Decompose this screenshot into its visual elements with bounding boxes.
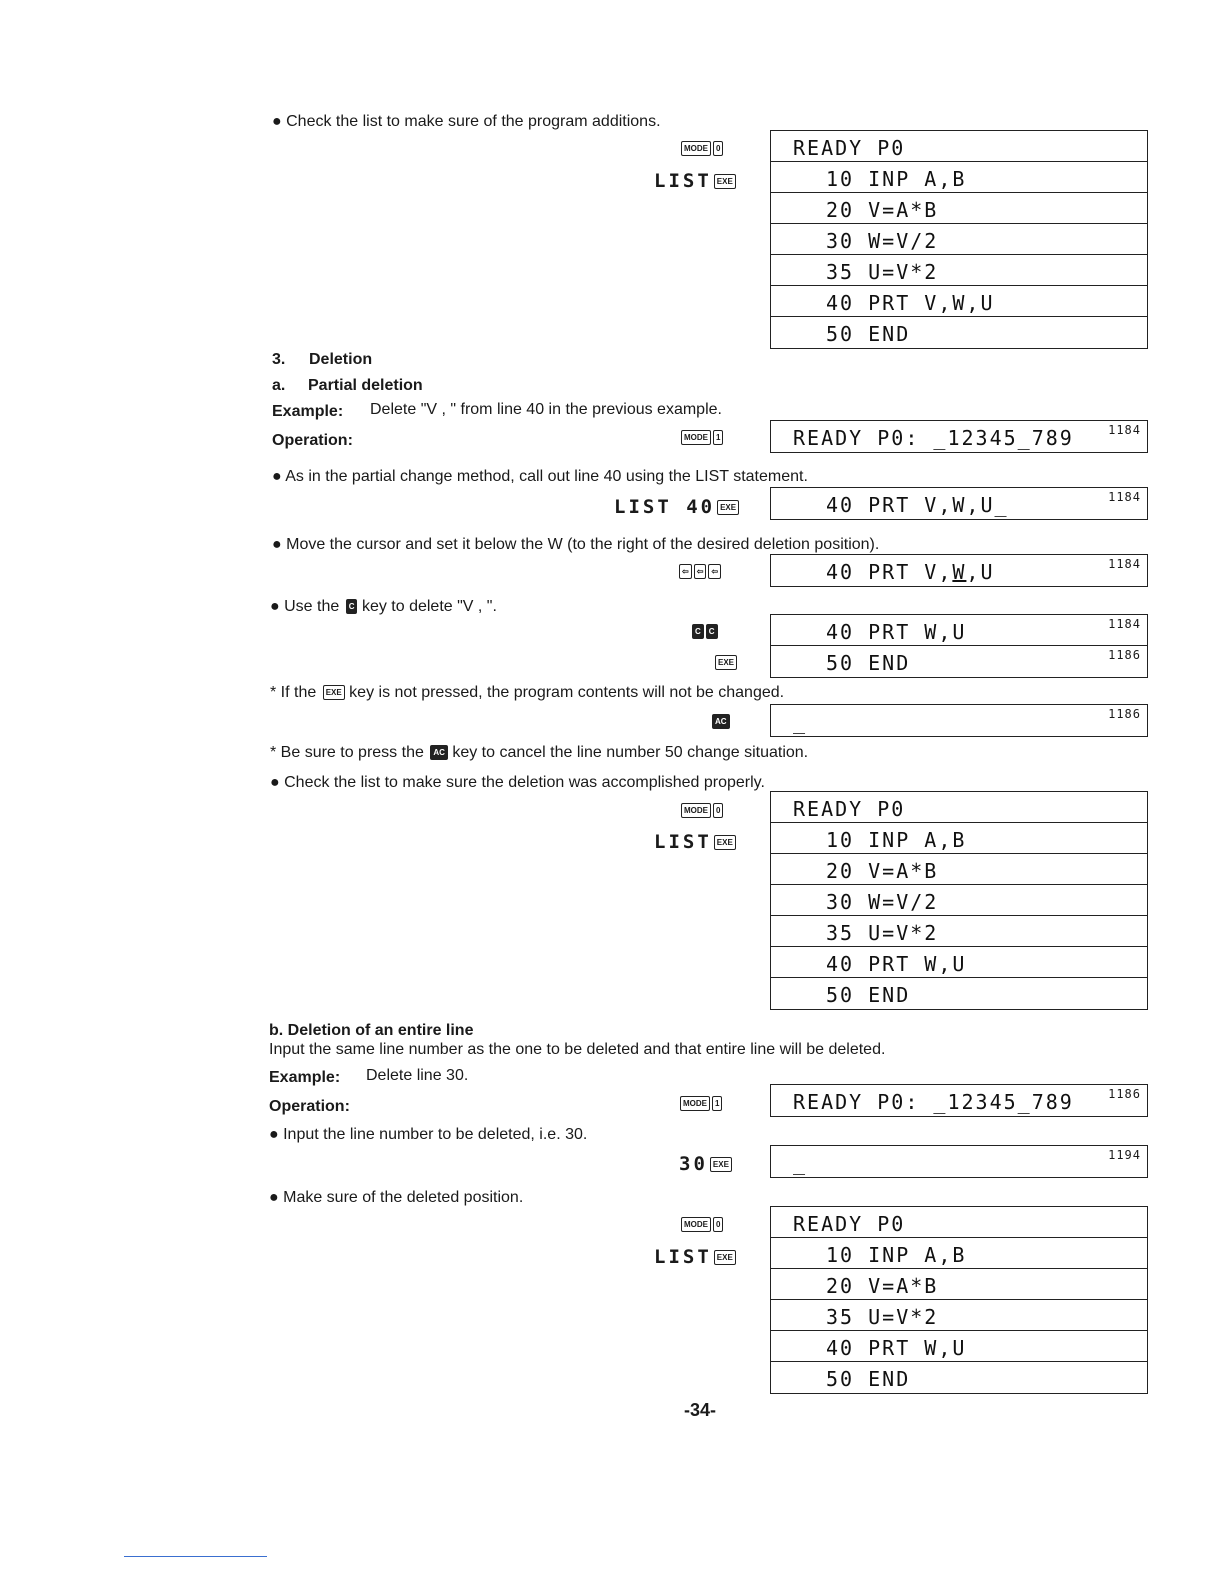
cursor-left-key: ⇦ [708, 564, 721, 579]
key-sequence-list-40 [614, 496, 739, 518]
lcd-text: READY P0: _12345_789 [793, 426, 1074, 450]
lcd-row: 40 PRT V,W,U [771, 286, 1147, 317]
cursor-left-key: ⇦ [679, 564, 692, 579]
cursor-left-key: ⇦ [694, 564, 707, 579]
section-heading: Deletion [309, 351, 373, 368]
line-number-30: 30 [679, 1153, 708, 1175]
all-clear-key: AC [430, 745, 448, 760]
zero-key: 0 [713, 803, 723, 818]
example-label: Example: [269, 1069, 341, 1086]
operation-label: Operation: [269, 1098, 350, 1115]
subsection-heading-entire: b. Deletion of an entire line [269, 1022, 474, 1039]
subsection-letter: a. [272, 377, 286, 394]
exe-key: EXE [717, 500, 739, 515]
operation-label: Operation: [272, 432, 353, 449]
lcd-row: 10 INP A,B [771, 162, 1147, 193]
lcd-row: 10 INP A,B [771, 823, 1147, 854]
lcd-after-30 [770, 1145, 1148, 1178]
lcd-cursor [770, 554, 1148, 587]
instruction-call-line: ● As in the partial change method, call out line 40 using the LIST statement. [272, 468, 808, 485]
section-number: 3. [272, 351, 286, 368]
key-sequence-delete [690, 623, 718, 641]
footer-line [124, 1556, 267, 1557]
lcd-row: 20 V=A*B [771, 193, 1147, 224]
entire-description: Input the same line number as the one to be deleted and that entire line will be deleted. [269, 1041, 886, 1058]
instruction-make-sure: ● Make sure of the deleted position. [269, 1189, 524, 1206]
key-ac [710, 713, 730, 731]
example-label: Example: [272, 403, 344, 420]
key-sequence-list-exe [654, 170, 736, 192]
delete-key: C [706, 624, 718, 639]
exe-key: EXE [714, 1250, 736, 1265]
note-exe: * If the EXE key is not pressed, the program contents will not be changed. [270, 684, 785, 701]
lcd-row: READY P0 [771, 131, 1147, 162]
key-sequence-mode-1 [679, 429, 723, 447]
lcd-row: READY P0 [771, 1207, 1147, 1238]
lcd-row: 50 END [826, 322, 911, 346]
key-exe [713, 654, 737, 672]
lcd-text: 40 PRT V,W,U_ [826, 493, 1009, 517]
zero-key: 0 [713, 141, 723, 156]
page-number: -34- [684, 1400, 717, 1420]
exe-key: EXE [710, 1157, 732, 1172]
lcd-byte-count: 1184 [1108, 557, 1141, 571]
mode-key: MODE [681, 430, 711, 445]
lcd-row: 30 W=V/2 [771, 885, 1147, 916]
key-sequence-list-exe [654, 831, 736, 853]
lcd-row: 50 END [826, 983, 911, 1007]
exe-key: EXE [715, 655, 737, 670]
lcd-listing-3 [770, 1206, 1148, 1394]
example-text: Delete line 30. [366, 1067, 469, 1084]
lcd-row: 40 PRT W,U [771, 1331, 1147, 1362]
delete-key: C [346, 599, 358, 614]
one-key: 1 [712, 1096, 722, 1111]
lcd-byte-count: 1186 [1108, 648, 1141, 662]
lcd-row: 10 INP A,B [771, 1238, 1147, 1269]
lcd-row: 50 END 1186 [826, 648, 1141, 675]
key-sequence-mode-0 [679, 1216, 723, 1234]
lcd-ready-1186 [770, 1084, 1148, 1117]
zero-key: 0 [713, 1217, 723, 1232]
lcd-row: 35 U=V*2 [771, 916, 1147, 947]
lcd-row: 35 U=V*2 [771, 255, 1147, 286]
exe-key: EXE [714, 174, 736, 189]
lcd-text: 40 PRT V,W,U [826, 560, 995, 584]
list-command: LIST [654, 170, 712, 192]
lcd-listing-2 [770, 791, 1148, 1010]
lcd-row: READY P0 [771, 792, 1147, 823]
lcd-byte-count: 1186 [1108, 707, 1141, 721]
lcd-byte-count: 1194 [1108, 1148, 1141, 1162]
lcd-after-delete [770, 614, 1148, 678]
list-40-command: LIST 40 [614, 496, 716, 518]
instruction-delete: ● Use the C key to delete "V , ". [270, 598, 497, 615]
list-command: LIST [654, 1246, 712, 1268]
key-sequence-mode-0 [679, 140, 723, 158]
key-sequence-list-exe [654, 1246, 736, 1268]
list-command: LIST [654, 831, 712, 853]
example-text: Delete "V , " from line 40 in the previous example. [370, 401, 722, 418]
lcd-byte-count: 1186 [1108, 1087, 1141, 1101]
subsection-heading: Partial deletion [308, 377, 423, 394]
key-sequence-mode-1 [678, 1095, 722, 1113]
mode-key: MODE [681, 1217, 711, 1232]
key-sequence-mode-0 [679, 802, 723, 820]
lcd-row: 30 W=V/2 [771, 224, 1147, 255]
lcd-text: _ [793, 710, 808, 734]
instruction-input-line: ● Input the line number to be deleted, i.e. 30. [269, 1126, 588, 1143]
key-sequence-cursor-left [677, 563, 721, 581]
exe-key: EXE [714, 835, 736, 850]
key-sequence-30-exe [679, 1153, 732, 1175]
lcd-row: 20 V=A*B [771, 854, 1147, 885]
one-key: 1 [713, 430, 723, 445]
lcd-row: 20 V=A*B [771, 1269, 1147, 1300]
all-clear-key: AC [712, 714, 730, 729]
instruction-move-cursor: ● Move the cursor and set it below the W (to the right of the desired deletion position). [272, 536, 880, 553]
lcd-list40 [770, 487, 1148, 520]
mode-key: MODE [681, 141, 711, 156]
lcd-ready-1184 [770, 420, 1148, 453]
lcd-text: READY P0: _12345_789 [793, 1090, 1074, 1114]
lcd-text: _ [793, 1151, 808, 1175]
note-ac: * Be sure to press the AC key to cancel the line number 50 change situation. [270, 744, 809, 761]
lcd-cleared [770, 704, 1148, 737]
instruction-check-deletion: ● Check the list to make sure the deletion was accomplished properly. [270, 774, 765, 791]
cursor-position: W [952, 560, 967, 584]
instruction-check-list: ● Check the list to make sure of the program additions. [272, 113, 661, 130]
mode-key: MODE [680, 1096, 710, 1111]
lcd-byte-count: 1184 [1108, 490, 1141, 504]
lcd-row: 40 PRT W,U 1184 [771, 615, 1147, 646]
exe-key: EXE [323, 685, 345, 700]
lcd-row: 50 END [826, 1367, 911, 1391]
lcd-byte-count: 1184 [1108, 423, 1141, 437]
lcd-row: 35 U=V*2 [771, 1300, 1147, 1331]
lcd-row: 40 PRT W,U [771, 947, 1147, 978]
lcd-byte-count: 1184 [1108, 617, 1141, 631]
lcd-listing-1 [770, 130, 1148, 349]
delete-key: C [692, 624, 704, 639]
mode-key: MODE [681, 803, 711, 818]
